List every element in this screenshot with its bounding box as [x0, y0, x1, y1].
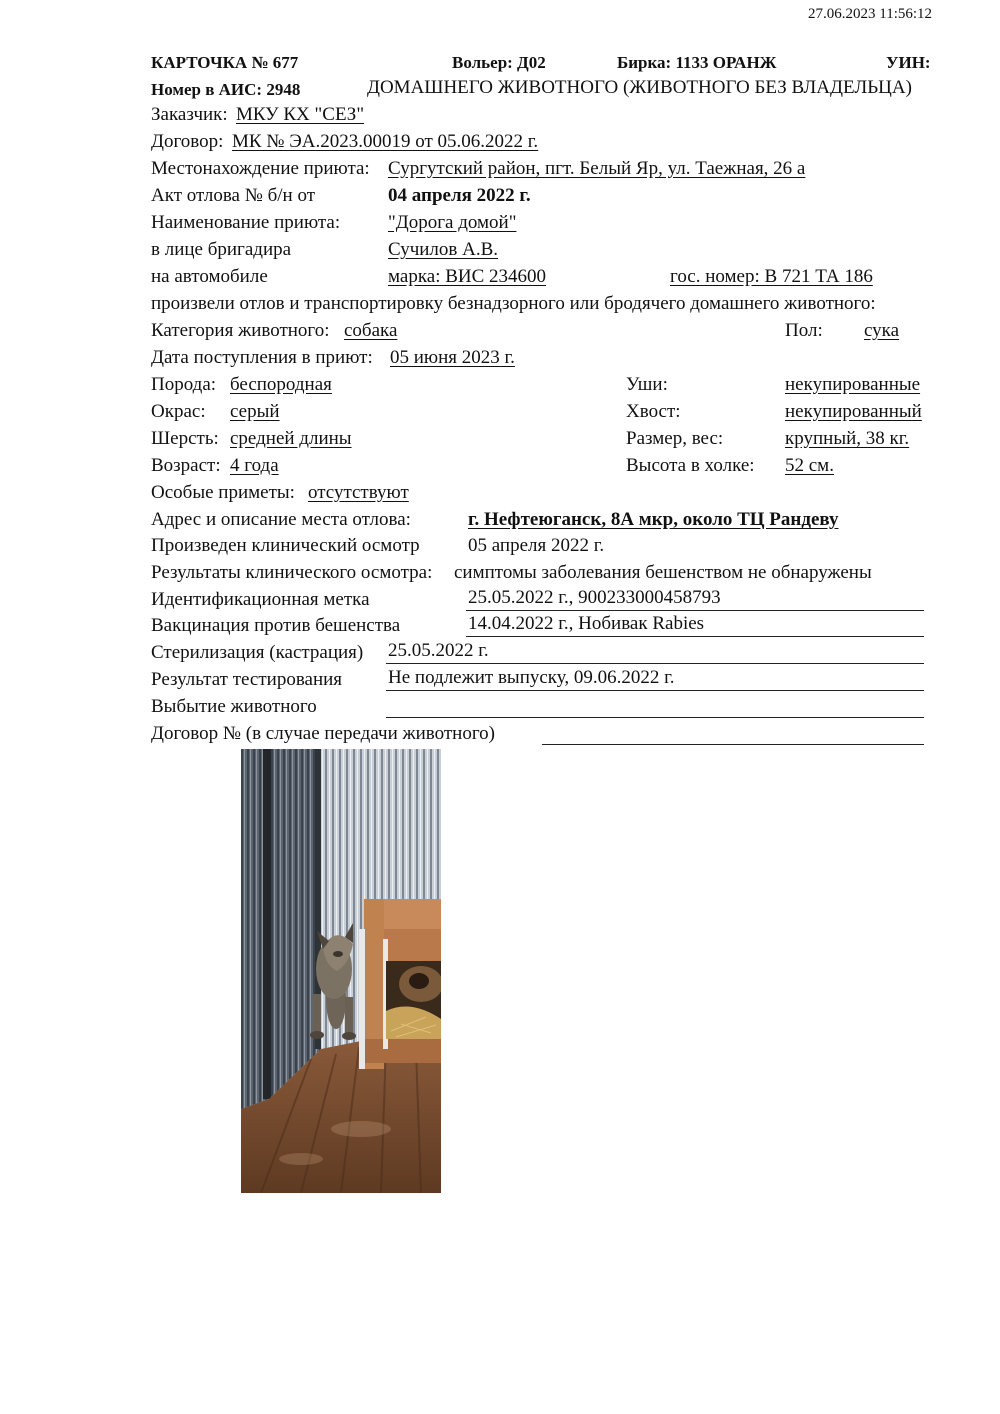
coat-value: средней длины [230, 428, 352, 449]
enclosure: Вольер: Д02 [452, 53, 546, 72]
id-value: 25.05.2022 г., 900233000458793 [468, 587, 721, 608]
test-result-value: Не подлежит выпуску, 09.06.2022 г. [388, 667, 675, 688]
address-label: Адрес и описание места отлова: [151, 509, 411, 530]
capture-act-label: Акт отлова № б/н от [151, 185, 316, 206]
arrival-label: Дата поступления в приют: [151, 347, 373, 368]
height-label: Высота в холке: [626, 455, 755, 476]
color-label: Окрас: [151, 401, 206, 422]
transfer-contract-label: Договор № (в случае передачи животного) [151, 723, 495, 744]
ears-label: Уши: [626, 374, 668, 395]
size-value: крупный, 38 кг. [785, 428, 910, 449]
contract-value: МК № ЭА.2023.00019 от 05.06.2022 г. [232, 131, 539, 152]
sterilization-label: Стерилизация (кастрация) [151, 642, 364, 663]
test-result-label: Результат тестирования [151, 669, 343, 690]
shelter-location-value: Сургутский район, пгт. Белый Яр, ул. Таежная, 26 а [388, 158, 806, 179]
shelter-name-label: Наименование приюта: [151, 212, 341, 233]
category-value: собака [344, 320, 398, 341]
card-number: КАРТОЧКА № 677 [151, 53, 299, 72]
id-underline [466, 610, 924, 611]
transfer-contract-underline [542, 744, 924, 745]
statement-text: произвели отлов и транспортировку безнадзорного или бродячего домашнего животного: [151, 293, 876, 314]
exit-label: Выбытие животного [151, 696, 317, 717]
customer-value: МКУ КХ "СЕЗ" [236, 104, 365, 125]
vaccine-underline [466, 636, 924, 637]
breed-label: Порода: [151, 374, 217, 395]
print-timestamp: 27.06.2023 11:56:12 [808, 6, 933, 22]
exam-value: 05 апреля 2022 г. [468, 535, 605, 556]
shelter-location-label: Местонахождение приюта: [151, 158, 370, 179]
test-result-underline [386, 690, 924, 691]
shelter-name-value: "Дорога домой" [388, 212, 517, 233]
foreman-label: в лице бригадира [151, 239, 292, 260]
age-value: 4 года [230, 455, 279, 476]
vehicle-brand: марка: ВИС 234600 [388, 266, 547, 287]
exam-result-value: симптомы заболевания бешенством не обнаружены [454, 562, 872, 583]
vaccine-value: 14.04.2022 г., Нобивак Rabies [468, 613, 705, 634]
sterilization-value: 25.05.2022 г. [388, 640, 489, 661]
customer-label: Заказчик: [151, 104, 228, 125]
vehicle-label: на автомобиле [151, 266, 268, 287]
height-value: 52 см. [785, 455, 834, 476]
vaccine-label: Вакцинация против бешенства [151, 615, 401, 636]
sex-label: Пол: [785, 320, 823, 341]
address-value: г. Нефтеюганск, 8А мкр, около ТЦ Рандеву [468, 509, 839, 530]
ais-number: Номер в АИС: 2948 [151, 80, 301, 99]
arrival-value: 05 июня 2023 г. [390, 347, 515, 368]
color-value: серый [230, 401, 280, 422]
marks-value: отсутствуют [308, 482, 409, 503]
ears-value: некупированные [785, 374, 921, 395]
sex-value: сука [864, 320, 900, 341]
vehicle-number: гос. номер: В 721 ТА 186 [670, 266, 873, 287]
breed-value: беспородная [230, 374, 332, 395]
exam-result-label: Результаты клинического осмотра: [151, 562, 433, 583]
page-title: ДОМАШНЕГО ЖИВОТНОГО (ЖИВОТНОГО БЕЗ ВЛАДЕЛЬЦА) [367, 77, 912, 98]
age-label: Возраст: [151, 455, 221, 476]
capture-act-date: 04 апреля 2022 г. [388, 185, 531, 206]
contract-label: Договор: [151, 131, 224, 152]
sterilization-underline [386, 663, 924, 664]
category-label: Категория животного: [151, 320, 330, 341]
uin-label: УИН: [886, 53, 931, 72]
tail-value: некупированный [785, 401, 922, 422]
tag-number: Бирка: 1133 ОРАНЖ [617, 53, 777, 72]
animal-photo [241, 749, 441, 1193]
marks-label: Особые приметы: [151, 482, 295, 503]
size-label: Размер, вес: [626, 428, 724, 449]
foreman-value: Сучилов А.В. [388, 239, 499, 260]
tail-label: Хвост: [626, 401, 681, 422]
id-label: Идентификационная метка [151, 589, 370, 610]
exit-underline [386, 717, 924, 718]
coat-label: Шерсть: [151, 428, 219, 449]
exam-label: Произведен клинический осмотр [151, 535, 420, 556]
